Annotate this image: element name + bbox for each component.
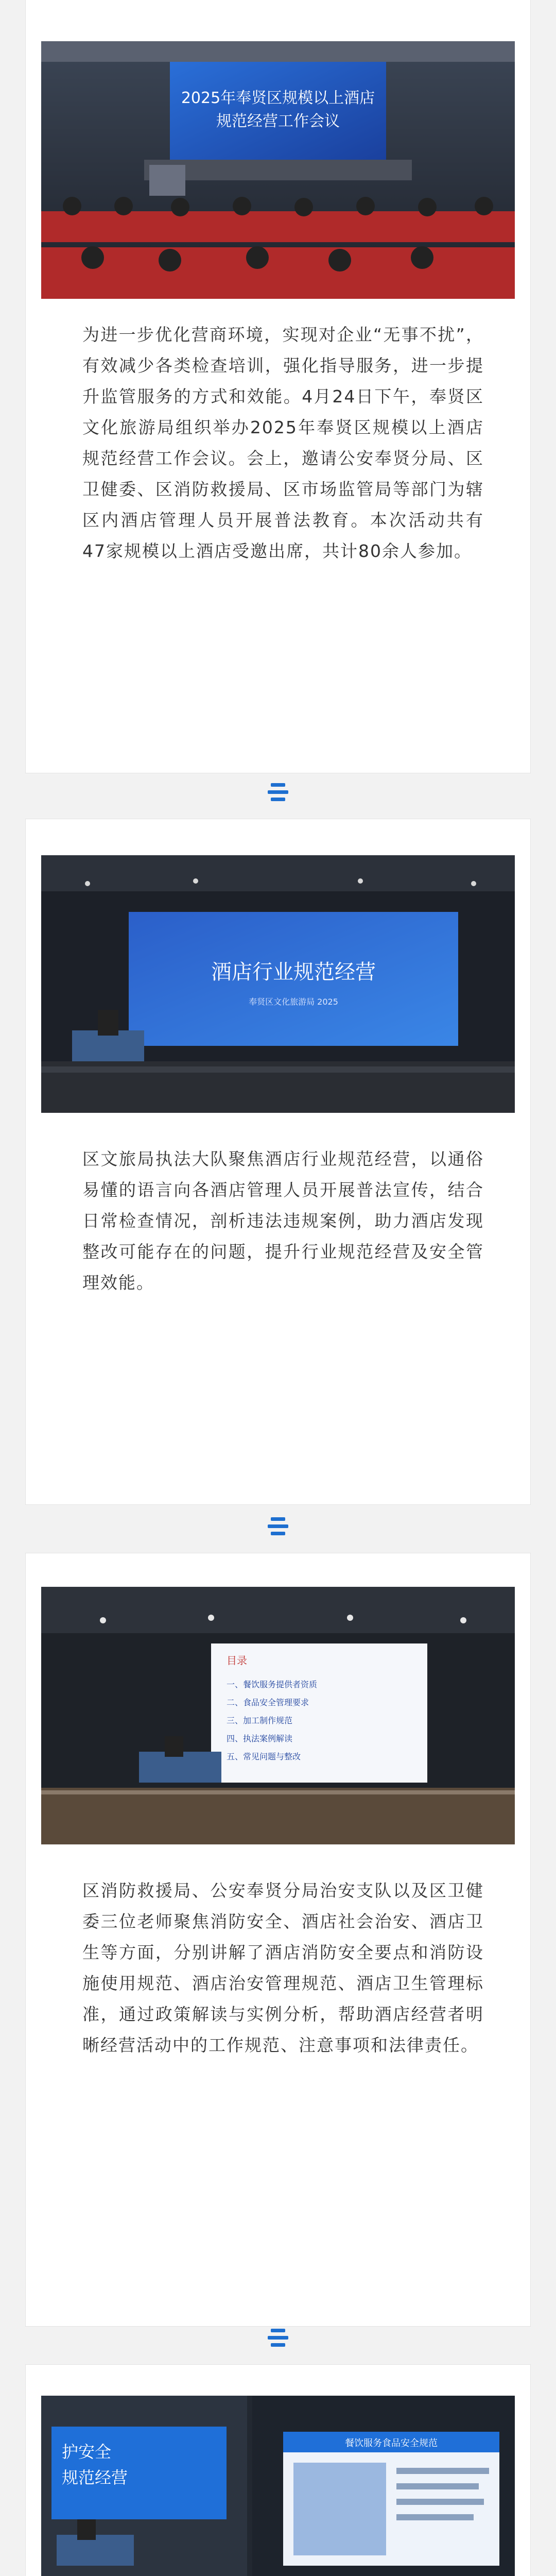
conference-photo-4: [41, 2396, 515, 2576]
section-divider-icon: [264, 1517, 292, 1542]
conference-photo-2: [41, 855, 515, 1113]
photo4-slide-right: 餐饮服务食品安全规范: [345, 2438, 438, 2449]
photo1-banner-line2: 规范经营工作会议: [216, 112, 340, 130]
conference-photo-1: [41, 41, 515, 299]
photo2-sub: 奉贤区文化旅游局 2025: [249, 997, 338, 1007]
photo3-slide-item: 五、常见问题与整改: [227, 1752, 301, 1761]
intro-paragraph: 为进一步优化营商环境，实现对企业“无事不扰”，有效减少各类检查培训，强化指导服务，进一步提升监管服务的方式和效能。4月24日下午，奉贤区文化旅游局组织举办2025年奉贤区规模以上酒店规范经营工作会议。会上，邀请公安奉贤分局、区卫健委、区消防救援局、区市场监管局等部门为辖区内酒店管理人员开展普法教育。本次活动共有47家规模以上酒店受邀出席，共计80余人参加。: [82, 325, 484, 561]
photo3-slide-item: 一、餐饮服务提供者资质: [227, 1680, 318, 1689]
photo3-slide-item: 四、执法案例解读: [227, 1734, 293, 1743]
photo4-slide-left-1: 护安全: [62, 2442, 112, 2462]
photo3-slide-title: 目录: [227, 1654, 247, 1667]
photo4-slide-left-2: 规范经营: [62, 2468, 128, 2487]
section-divider-icon: [264, 2329, 292, 2353]
photo2-banner: 酒店行业规范经营: [211, 960, 376, 984]
photo3-slide-item: 三、加工制作规范: [227, 1716, 293, 1725]
section-divider-icon: [264, 783, 292, 808]
photo3-slide-item: 二、食品安全管理要求: [227, 1698, 309, 1707]
safety-paragraph: 区消防救援局、公安奉贤分局治安支队以及区卫健委三位老师聚焦消防安全、酒店社会治安、酒店卫生等方面，分别讲解了酒店消防安全要点和消防设施使用规范、酒店治安管理规范、酒店卫生管理标准，通过政策解读与实例分析，帮助酒店经营者明晰经营活动中的工作规范、注意事项和法律责任。: [82, 1880, 484, 2055]
photo1-banner-line1: 2025年奉贤区规模以上酒店: [181, 89, 375, 107]
enforcement-paragraph: 区文旅局执法大队聚焦酒店行业规范经营，以通俗易懂的语言向各酒店管理人员开展普法宣传，结合日常检查情况，剖析违法违规案例，助力酒店发现整改可能存在的问题，提升行业规范经营及安全管理效能。: [82, 1149, 484, 1293]
conference-photo-3: [41, 1587, 515, 1844]
